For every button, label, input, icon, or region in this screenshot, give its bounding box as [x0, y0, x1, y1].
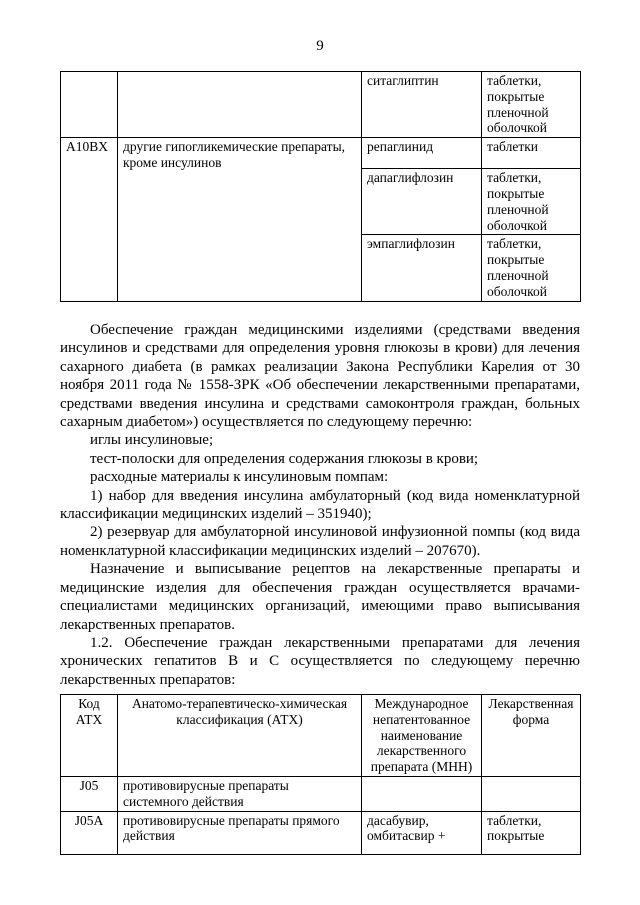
table-row — [61, 138, 581, 169]
atx-code-cell: J05 — [61, 776, 118, 811]
atx-group-cell — [118, 72, 362, 138]
paragraph-hepatitis: 1.2. Обеспечение граждан лекарственными препаратами для лечения хронических гепатитов В и С осуществляется по следующему перечню лекарственных препаратов: — [60, 634, 580, 688]
inn-cell: репаглинид — [362, 138, 482, 169]
inn-cell — [362, 776, 482, 811]
atx-group-cell: другие гипогликемические препараты, кроме инсулинов — [118, 138, 362, 301]
inn-cell: дасабувир, омбитасвир + — [362, 811, 482, 854]
atx-code-cell: A10BX — [61, 138, 118, 301]
dosage-form-cell: таблетки, покрытые — [482, 811, 581, 854]
dosage-form-cell: таблетки, покрытые пленочной оболочкой — [482, 72, 581, 138]
header-atx-group: Анатомо-терапевтическо-химическая классификация (АТХ) — [118, 695, 362, 777]
dosage-form-cell: таблетки, покрытые пленочной оболочкой — [482, 169, 581, 235]
header-inn: Международное непатентованное наименование лекарственного препарата (МНН) — [362, 695, 482, 777]
atx-group-cell: противовирусные препараты прямого действия — [118, 811, 362, 854]
paragraph-medical-devices: Обеспечение граждан медицинскими изделиями (средствами введения инсулинов и средствами для определения уровня глюкозы в крови) для лечения сахарного диабета (в рамках реализации Закона Республики Карелия от 30 ноября 2011 года № 1558-ЗРК «Об обеспечении лекарственными препаратами, средствами введения инсулина и средствами самоконтроля граждан, больных сахарным диабетом») осуществляется по следующему перечню: — [60, 322, 580, 431]
drug-table-continued — [60, 71, 581, 302]
atx-group-cell: противовирусные препараты системного действия — [118, 776, 362, 811]
header-atx-code: Код АТХ — [61, 695, 118, 777]
page-number: 9 — [316, 38, 324, 54]
hepatitis-drug-table — [60, 694, 581, 855]
body-text — [60, 321, 580, 689]
inn-cell: ситаглиптин — [362, 72, 482, 138]
header-dosage-form: Лекарственная форма — [482, 695, 581, 777]
table-row — [61, 776, 581, 811]
dosage-form-cell — [482, 776, 581, 811]
dosage-form-cell: таблетки — [482, 138, 581, 169]
inn-cell: эмпаглифлозин — [362, 235, 482, 301]
dosage-form-cell: таблетки, покрытые пленочной оболочкой — [482, 235, 581, 301]
table-row — [61, 72, 581, 138]
list-item: 1) набор для введения инсулина амбулаторный (код вида номенклатурной классификации медицинских изделий – 351940); — [60, 487, 580, 523]
atx-code-cell: J05A — [61, 811, 118, 854]
inn-cell: дапаглифлозин — [362, 169, 482, 235]
list-item: тест-полоски для определения содержания глюкозы в крови; — [90, 450, 479, 467]
table-header-row — [61, 695, 581, 777]
list-item: 2) резервуар для амбулаторной инсулиновой инфузионной помпы (код вида номенклатурной классификации медицинских изделий – 207670). — [60, 524, 580, 559]
list-item: иглы инсулиновые; — [90, 432, 214, 449]
atx-code-cell — [61, 72, 118, 138]
list-item: расходные материалы к инсулиновым помпам: — [90, 469, 389, 486]
table-row — [61, 811, 581, 854]
paragraph-prescriptions: Назначение и выписывание рецептов на лекарственные препараты и медицинские изделия для обеспечения граждан осуществляется врачами-специалистами медицинских организаций, имеющими право выписывания лекарственных препаратов. — [60, 561, 580, 633]
